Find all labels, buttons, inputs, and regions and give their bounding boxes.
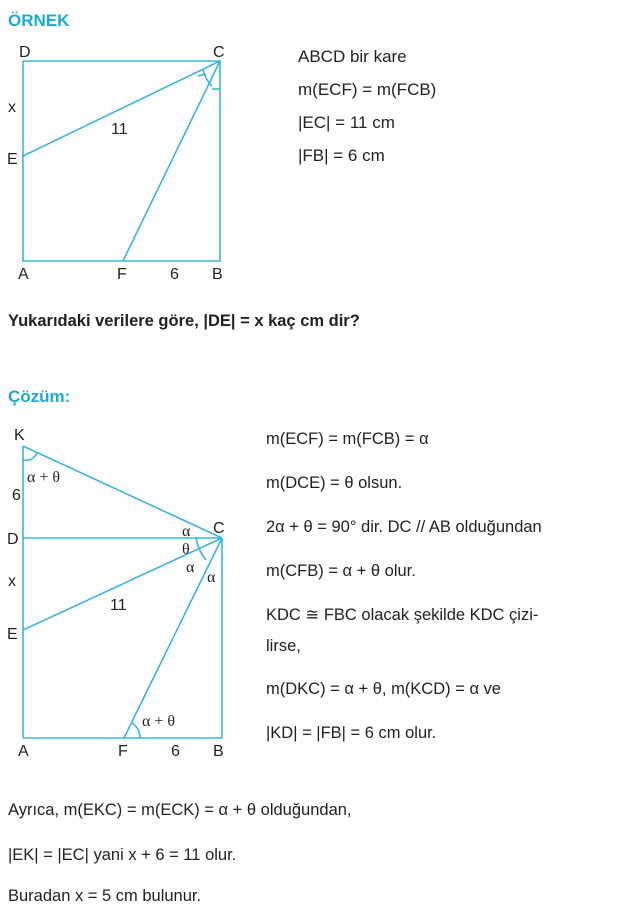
given-2: |EC| = 11 cm [298,113,395,132]
square-abcd [23,61,220,261]
angle-arc-c [203,70,212,86]
angle-c2: θ [182,541,190,558]
label-x: x [8,99,16,116]
example-figure [0,40,290,290]
angle-f: α + θ [142,713,176,730]
given-0: ABCD bir kare [298,47,407,66]
segment-kc [23,446,222,538]
step-3: m(CFB) = α + θ olur. [266,562,416,580]
conclusion-1: |EK| = |EC| yani x + 6 = 11 olur. [8,846,237,864]
step-6: m(DKC) = α + θ, m(KCD) = α ve [266,680,501,698]
step-0: m(ECF) = m(FCB) = α [266,430,429,448]
segment-ec [23,538,222,630]
angle-arc-k [23,453,37,460]
step-1: m(DCE) = θ olsun. [266,474,403,492]
label-e: E [7,151,18,168]
segment-cf [123,61,220,261]
label-fb: 6 [171,743,180,760]
example-heading: ÖRNEK [8,11,70,30]
label-fb: 6 [170,266,179,283]
angle-c1: α [182,523,191,540]
angle-c4: α [207,569,216,586]
step-4: KDC ≅ FBC olacak şekilde KDC çizi- [266,606,539,624]
label-ec: 11 [111,121,128,138]
solution-heading: Çözüm: [8,387,71,406]
angle-c3: α [186,559,195,576]
label-d: D [7,531,19,548]
label-f: F [118,743,128,760]
solution-figure [0,420,260,765]
step-2: 2α + θ = 90° dir. DC // AB olduğundan [266,518,542,536]
label-c: C [213,44,225,61]
label-c: C [213,520,225,537]
label-x: x [8,573,16,590]
label-b: B [213,743,224,760]
question: Yukarıdaki verilere göre, |DE| = x kaç cm dir? [8,312,360,330]
segment-ec [23,61,220,156]
conclusion-0: Ayrıca, m(EKC) = m(ECK) = α + θ olduğundan, [8,801,352,819]
angle-k: α + θ [27,469,61,486]
label-kd: 6 [12,487,21,504]
label-e: E [7,626,18,643]
segment-cf [124,538,222,738]
label-a: A [18,266,29,283]
label-ec: 11 [110,597,127,614]
label-b: B [212,266,223,283]
step-5: lirse, [266,637,301,655]
label-a: A [18,743,29,760]
conclusion-2: Buradan x = 5 cm bulunur. [8,887,202,905]
label-k: K [14,427,25,444]
given-1: m(ECF) = m(FCB) [298,80,437,99]
step-7: |KD| = |FB| = 6 cm olur. [266,724,437,742]
label-f: F [117,266,127,283]
label-d: D [19,44,31,61]
given-3: |FB| = 6 cm [298,146,385,165]
angle-arc-f [131,722,140,738]
